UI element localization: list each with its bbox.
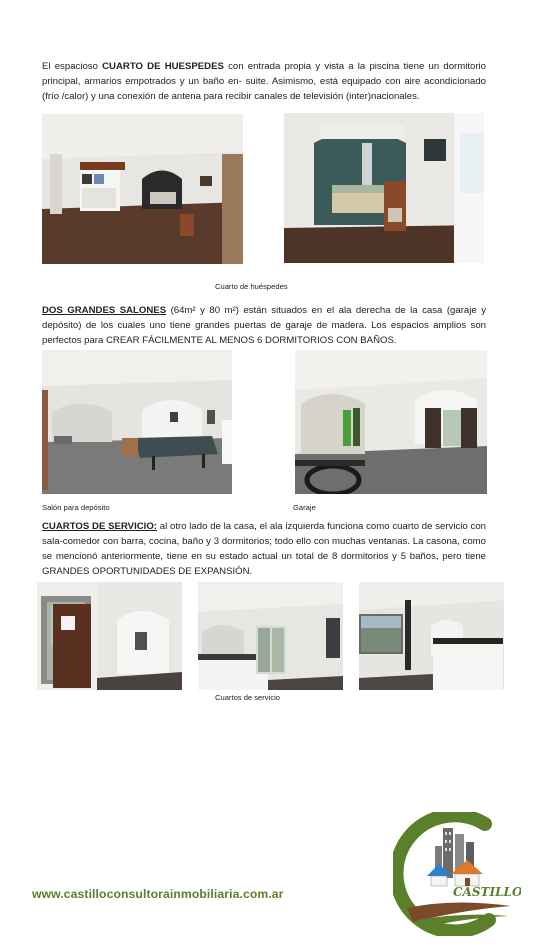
- garage-caption: Garaje: [293, 503, 316, 512]
- service-room-photo-3: [359, 582, 504, 690]
- salons-paragraph: [42, 303, 486, 348]
- guest-room-photo-2: [284, 113, 484, 263]
- castillo-logo: [393, 812, 521, 936]
- service-room-photo-2: [198, 582, 343, 690]
- storage-salon-caption: Salón para depósito: [42, 503, 110, 512]
- guest-room-text: con entrada propia y vista a la piscina tiene un dormitorio principal, armarios empotrados y un baño en- suite. Asimismo, está equipado con aire acondicionado (frío /calor) y una conexión de antena para recibir canales de televisión (inter)nacionales.: [42, 61, 487, 102]
- salons-heading: DOS GRANDES SALONES: [42, 305, 167, 316]
- service-room-photo-1: [37, 582, 182, 690]
- service-rooms-text: al otro lado de la casa, el ala izquierda funciona como cuarto de servicio con sala-comedor con barra, cocina, baño y 3 dormitorios; todo ello con muchas ventanas. La casona, como se mencionó anteriormente, tiene en su estado actual un total de 8 dormitorios y 5 baños, pero tiene GRANDES OPORTUNIDADES DE EXPANSIÓN.: [42, 521, 486, 577]
- website-url-link[interactable]: www.castilloconsultorainmobiliaria.com.ar: [32, 887, 284, 901]
- guest-room-heading: CUARTO DE HUESPEDES: [102, 61, 224, 72]
- logo-text: CASTILLO: [453, 885, 521, 899]
- service-rooms-caption: Cuartos de servicio: [215, 693, 280, 702]
- salons-text: (64m² y 80 m²) están situados en el ala derecha de la casa (garaje y depósito) de los cuales uno tiene grandes puertas de garaje de madera. Los espacios amplios son perfectos para CREAR FÁCILMENTE AL MENOS 6 DORMITORIOS CON BAÑOS.: [42, 305, 486, 346]
- guest-room-paragraph: [42, 59, 486, 104]
- garage-photo: [295, 350, 487, 494]
- intro-text: El espacioso: [42, 61, 103, 72]
- storage-salon-photo: [42, 350, 232, 494]
- service-rooms-heading: CUARTOS DE SERVICIO:: [42, 521, 157, 532]
- guest-room-caption: Cuarto de huéspedes: [215, 282, 288, 291]
- guest-room-photo-1: [42, 114, 243, 264]
- service-rooms-paragraph: [42, 519, 486, 579]
